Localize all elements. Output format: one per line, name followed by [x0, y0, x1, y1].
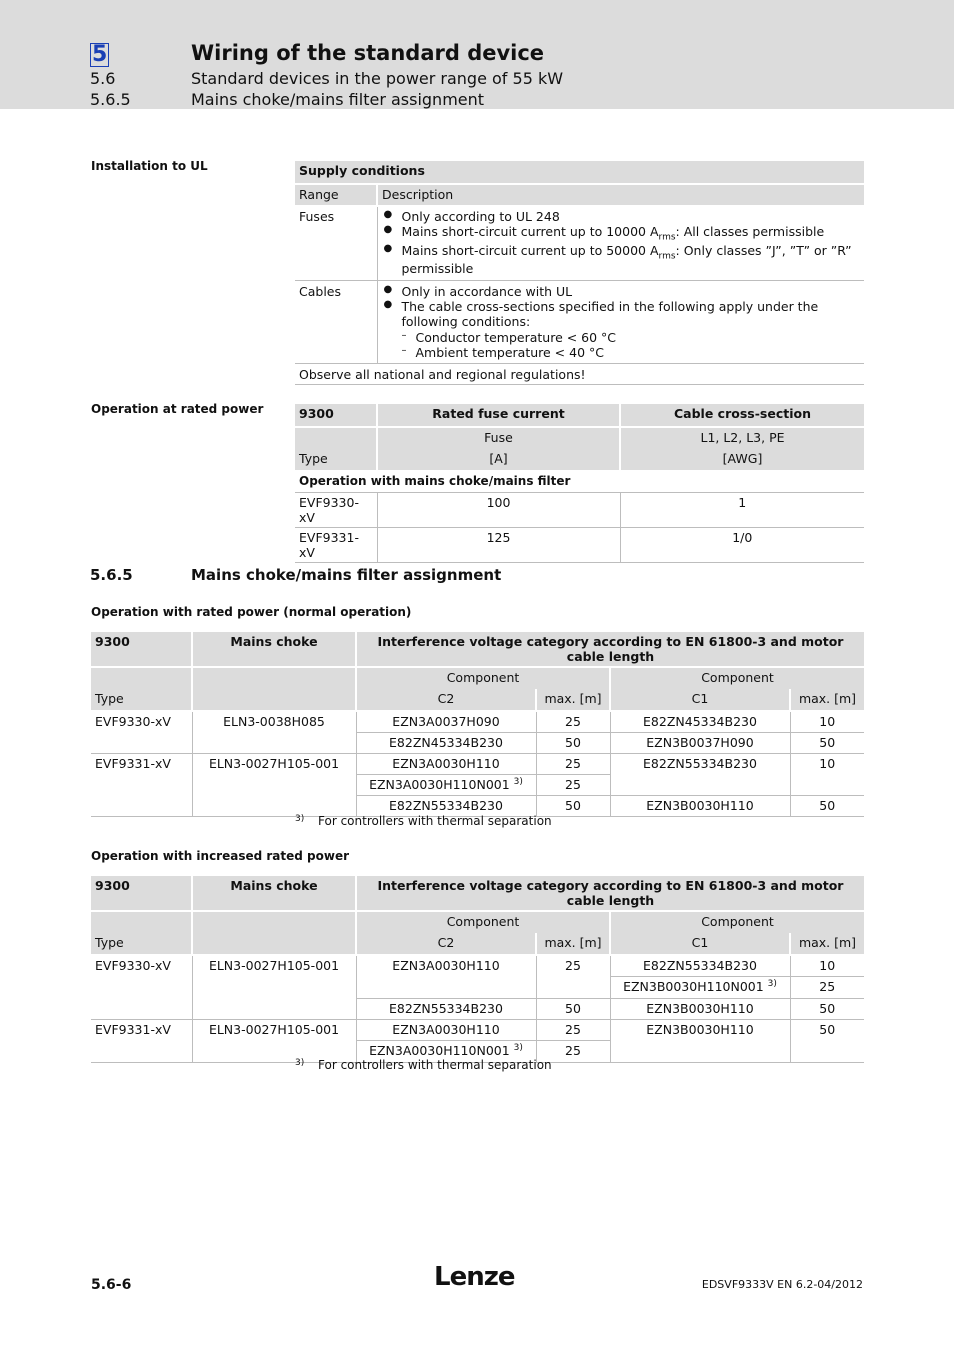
fuses-label: Fuses	[299, 209, 335, 224]
type-cell: EVF9330-xV	[91, 711, 192, 753]
max-cell: 50	[536, 998, 610, 1019]
col-range: Range	[295, 184, 377, 206]
h-9300: 9300	[91, 876, 192, 911]
normal-op-table	[91, 632, 864, 817]
footnote-ref: 3)	[513, 1042, 523, 1053]
footnote-mark: 3)	[295, 814, 305, 824]
table-row	[295, 527, 864, 562]
table-row	[91, 1019, 864, 1040]
page-number: 5.6-6	[91, 1277, 132, 1293]
ul-label: Installation to UL	[91, 159, 208, 173]
max-cell: 25	[536, 774, 610, 795]
c2-cell: EZN3A0030H110N001 $^{3)}$	[356, 774, 536, 795]
footnote-text: For controllers with thermal separation	[318, 814, 552, 828]
increased-op-heading: Operation with increased rated power	[91, 849, 350, 863]
h-max-c2: max. [m]	[536, 933, 610, 955]
section-number: 5.6.5	[90, 90, 131, 109]
c2-cell: E82ZN55334B230	[356, 998, 536, 1019]
fuse-cell: 125	[377, 527, 620, 562]
h-type: Type	[91, 689, 192, 711]
h-c1: C1	[610, 689, 790, 711]
h-component-c2: Component	[356, 911, 610, 933]
fuses-item: ● Mains short-circuit current up to 50000 $A_{rms}$: Only classes ”J”, ”T” or ”R” permissible	[382, 243, 861, 277]
c2-cell: EZN3A0030H110	[356, 955, 536, 998]
h-interference: Interference voltage category according to EN 61800-3 and motor cable length	[356, 876, 864, 911]
max-cell: 50	[536, 795, 610, 816]
h-component-c1: Component	[610, 667, 864, 689]
choke-cell: ELN3-0027H105-001	[192, 1019, 356, 1062]
type-cell: EVF9331-xV	[299, 529, 359, 560]
type-cell: EVF9330-xV	[91, 955, 192, 1019]
max-cell: 25	[536, 753, 610, 774]
increased-op-table	[91, 876, 864, 1063]
h-interference: Interference voltage category according to EN 61800-3 and motor cable length	[356, 632, 864, 667]
h-component-c1: Component	[610, 911, 864, 933]
h-component-c2: Component	[356, 667, 610, 689]
footnote	[295, 1058, 552, 1072]
unit-fuse: [A]	[377, 449, 620, 471]
cables-description	[377, 281, 864, 364]
max-cell: 25	[536, 1040, 610, 1062]
c1-cell: EZN3B0030H110	[610, 795, 790, 816]
col-9300: 9300	[295, 404, 377, 427]
footnote-text: For controllers with thermal separation	[318, 1058, 552, 1072]
h-choke: Mains choke	[192, 632, 356, 667]
h-c2: C2	[356, 933, 536, 955]
fuses-item: ● Mains short-circuit current up to 10000 $A_{rms}$: All classes permissible	[382, 224, 861, 243]
max-cell: 50	[790, 998, 864, 1019]
max-cell: 50	[790, 795, 864, 816]
max-cell: 25	[536, 955, 610, 998]
group-label: Operation with mains choke/mains filter	[299, 474, 571, 488]
choke-cell: ELN3-0038H085	[192, 711, 356, 753]
col-description: Description	[377, 184, 864, 206]
cable-cell: 1	[620, 492, 864, 527]
c2-cell: EZN3A0030H110N001 $^{3)}$	[356, 1040, 536, 1062]
h-c1: C1	[610, 933, 790, 955]
h-9300: 9300	[91, 632, 192, 667]
unit-cable: [AWG]	[620, 449, 864, 471]
max-cell: 25	[790, 976, 864, 998]
type-cell: EVF9331-xV	[91, 1019, 192, 1062]
c1-cell: EZN3B0030H110N001 $^{3)}$	[610, 976, 790, 998]
rated-power-table	[295, 404, 864, 563]
supply-title: Supply conditions	[295, 161, 864, 184]
chapter-number[interactable]: 5	[92, 42, 108, 67]
sub-cable: L1, L2, L3, PE	[620, 427, 864, 449]
c2-cell: E82ZN55334B230	[356, 795, 536, 816]
cables-subitem: – Ambient temperature < 40 °C	[402, 345, 861, 360]
subchapter-number: 5.6	[90, 69, 116, 88]
footnote-ref: 3)	[513, 776, 523, 787]
h-type: Type	[91, 933, 192, 955]
unit-type: Type	[295, 449, 377, 471]
section-565-title: Mains choke/mains filter assignment	[191, 566, 502, 584]
type-cell: EVF9331-xV	[91, 753, 192, 816]
h-c2: C2	[356, 689, 536, 711]
fuses-description	[377, 206, 864, 281]
cables-subitem: – Conductor temperature < 60 °C	[402, 330, 861, 345]
h-max-c2: max. [m]	[536, 689, 610, 711]
max-cell: 50	[790, 1019, 864, 1062]
section-565-number: 5.6.5	[90, 566, 133, 584]
h-max-c1: max. [m]	[790, 689, 864, 711]
c1-cell: EZN3B0030H110	[610, 1019, 790, 1062]
cables-item: ● The cable cross-sections specified in the following apply under the following conditions: – Conductor temperature < 60 °C – Ambient temperature < 40 °C	[382, 299, 861, 360]
c2-cell: E82ZN45334B230	[356, 732, 536, 753]
c2-cell: EZN3A0030H110	[356, 1019, 536, 1040]
col-fuse-current: Rated fuse current	[377, 404, 620, 427]
c1-cell: E82ZN55334B230	[610, 753, 790, 795]
cable-cell: 1/0	[620, 527, 864, 562]
table-row	[91, 753, 864, 774]
choke-cell: ELN3-0027H105-001	[192, 753, 356, 816]
max-cell: 10	[790, 955, 864, 976]
section-title: Mains choke/mains filter assignment	[191, 90, 485, 109]
fuse-cell: 100	[377, 492, 620, 527]
lenze-logo: Lenze	[434, 1262, 515, 1292]
table-row	[91, 955, 864, 976]
h-choke: Mains choke	[192, 876, 356, 911]
table-row	[91, 711, 864, 732]
max-cell: 50	[790, 732, 864, 753]
col-cable: Cable cross-section	[620, 404, 864, 427]
max-cell: 25	[536, 711, 610, 732]
footnote-mark: 3)	[295, 1058, 305, 1068]
chapter-title: Wiring of the standard device	[191, 41, 545, 65]
max-cell: 25	[536, 1019, 610, 1040]
max-cell: 10	[790, 753, 864, 795]
table-row	[295, 492, 864, 527]
max-cell: 10	[790, 711, 864, 732]
rated-power-label: Operation at rated power	[91, 402, 264, 416]
normal-op-heading: Operation with rated power (normal operation)	[91, 605, 412, 619]
choke-cell: ELN3-0027H105-001	[192, 955, 356, 1019]
footnote-ref: 3)	[767, 978, 777, 989]
max-cell: 50	[536, 732, 610, 753]
regulations-note: Observe all national and regional regulations!	[299, 367, 586, 382]
c2-cell: EZN3A0037H090	[356, 711, 536, 732]
sub-fuse: Fuse	[377, 427, 620, 449]
footnote	[295, 814, 552, 828]
h-max-c1: max. [m]	[790, 933, 864, 955]
c2-cell: EZN3A0030H110	[356, 753, 536, 774]
document-id: EDSVF9333V EN 6.2-04/2012	[701, 1278, 863, 1291]
fuses-item: ● Only according to UL 248	[382, 209, 861, 224]
cables-label: Cables	[299, 284, 341, 299]
c1-cell: EZN3B0030H110	[610, 998, 790, 1019]
c1-cell: EZN3B0037H090	[610, 732, 790, 753]
supply-conditions-table	[295, 161, 864, 385]
subchapter-title: Standard devices in the power range of 55 kW	[191, 69, 564, 88]
cables-item: ● Only in accordance with UL	[382, 284, 861, 299]
c1-cell: E82ZN55334B230	[610, 955, 790, 976]
c1-cell: E82ZN45334B230	[610, 711, 790, 732]
type-cell: EVF9330-xV	[299, 494, 359, 525]
